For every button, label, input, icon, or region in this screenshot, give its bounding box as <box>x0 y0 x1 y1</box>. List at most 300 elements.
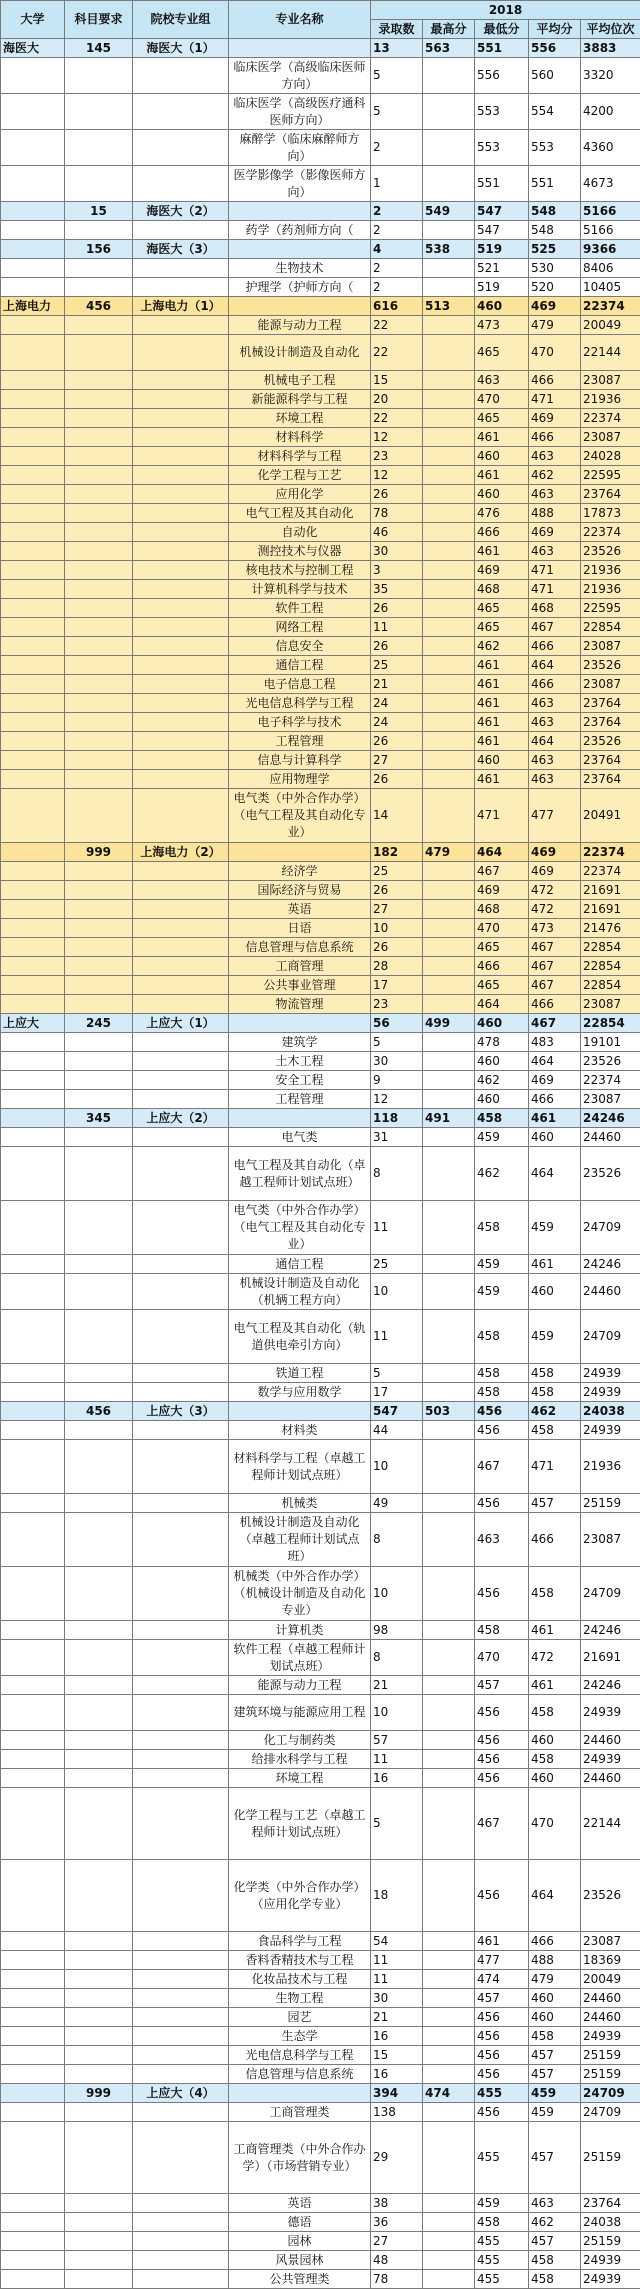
university-cell <box>1 843 65 862</box>
avg-rank-cell: 17873 <box>581 504 640 523</box>
major-group-cell: 上海电力（1） <box>133 297 229 316</box>
admitted-count-cell: 17 <box>371 1383 423 1402</box>
major-name-cell: 计算机科学与技术 <box>229 580 371 599</box>
major-name-cell: 材料科学 <box>229 428 371 447</box>
subject-requirement-cell <box>65 2103 133 2122</box>
admitted-count-cell: 46 <box>371 523 423 542</box>
admitted-count-cell: 48 <box>371 2251 423 2270</box>
major-name-cell: 材料类 <box>229 1421 371 1440</box>
min-score-cell: 477 <box>475 1951 529 1970</box>
university-cell <box>1 485 65 504</box>
major-name-cell <box>229 39 371 58</box>
min-score-cell: 458 <box>475 1383 529 1402</box>
subject-requirement-cell <box>65 1033 133 1052</box>
university-cell <box>1 1274 65 1310</box>
major-name-cell: 电子科学与技术 <box>229 713 371 732</box>
subject-requirement-cell <box>65 881 133 900</box>
admitted-count-cell: 4 <box>371 240 423 259</box>
min-score-cell: 464 <box>475 995 529 1014</box>
max-score-cell <box>423 694 475 713</box>
subject-requirement-cell <box>65 637 133 656</box>
subject-requirement-cell <box>65 466 133 485</box>
admitted-count-cell: 26 <box>371 881 423 900</box>
major-name-cell: 信息安全 <box>229 637 371 656</box>
table-row <box>1 1201 640 1255</box>
group-summary-row <box>1 297 640 316</box>
max-score-cell <box>423 428 475 447</box>
university-cell <box>1 2027 65 2046</box>
major-group-cell <box>133 2122 229 2194</box>
avg-score-cell: 548 <box>529 202 581 221</box>
subject-requirement-cell <box>65 2270 133 2289</box>
university-cell: 上应大 <box>1 1014 65 1033</box>
table-row <box>1 881 640 900</box>
major-name-cell: 能源与动力工程 <box>229 1676 371 1695</box>
max-score-cell <box>423 1494 475 1513</box>
max-score-cell: 479 <box>423 843 475 862</box>
major-group-cell <box>133 2065 229 2084</box>
admitted-count-cell: 12 <box>371 466 423 485</box>
subject-requirement-cell: 456 <box>65 297 133 316</box>
major-group-cell <box>133 1147 229 1201</box>
max-score-cell <box>423 599 475 618</box>
table-row <box>1 751 640 770</box>
avg-rank-cell: 5166 <box>581 202 640 221</box>
major-group-cell <box>133 1421 229 1440</box>
avg-rank-cell: 24709 <box>581 1201 640 1255</box>
min-score-cell: 456 <box>475 2008 529 2027</box>
table-row <box>1 656 640 675</box>
admitted-count-cell: 22 <box>371 316 423 335</box>
avg-rank-cell: 24939 <box>581 2027 640 2046</box>
admitted-count-cell: 10 <box>371 1274 423 1310</box>
avg-score-cell: 464 <box>529 1860 581 1932</box>
major-name-cell <box>229 1014 371 1033</box>
avg-rank-cell: 24709 <box>581 2084 640 2103</box>
col-header-min-score: 最低分 <box>475 20 529 39</box>
avg-score-cell: 457 <box>529 2046 581 2065</box>
avg-rank-cell: 23087 <box>581 995 640 1014</box>
admitted-count-cell: 23 <box>371 447 423 466</box>
min-score-cell: 461 <box>475 656 529 675</box>
avg-rank-cell: 23087 <box>581 1932 640 1951</box>
university-cell <box>1 618 65 637</box>
major-name-cell: 医学影像学（影像医师方向） <box>229 166 371 202</box>
min-score-cell: 456 <box>475 2046 529 2065</box>
avg-rank-cell: 24939 <box>581 1695 640 1731</box>
max-score-cell <box>423 1676 475 1695</box>
major-name-cell: 化学工程与工艺 <box>229 466 371 485</box>
major-name-cell <box>229 1402 371 1421</box>
avg-score-cell: 471 <box>529 390 581 409</box>
avg-score-cell: 469 <box>529 297 581 316</box>
avg-rank-cell: 22144 <box>581 1788 640 1860</box>
avg-rank-cell: 21936 <box>581 580 640 599</box>
max-score-cell <box>423 94 475 130</box>
subject-requirement-cell <box>65 957 133 976</box>
avg-rank-cell: 21691 <box>581 900 640 919</box>
table-row <box>1 1640 640 1676</box>
avg-rank-cell: 24028 <box>581 447 640 466</box>
major-group-cell <box>133 1621 229 1640</box>
major-name-cell <box>229 297 371 316</box>
university-cell <box>1 166 65 202</box>
university-cell <box>1 1364 65 1383</box>
subject-requirement-cell <box>65 1951 133 1970</box>
max-score-cell: 499 <box>423 1014 475 1033</box>
major-group-cell <box>133 656 229 675</box>
max-score-cell <box>423 504 475 523</box>
max-score-cell <box>423 2008 475 2027</box>
table-row <box>1 2232 640 2251</box>
avg-score-cell: 466 <box>529 675 581 694</box>
group-summary-row <box>1 202 640 221</box>
major-group-cell <box>133 316 229 335</box>
major-name-cell <box>229 2084 371 2103</box>
subject-requirement-cell: 456 <box>65 1402 133 1421</box>
avg-rank-cell: 21476 <box>581 919 640 938</box>
major-name-cell: 英语 <box>229 2194 371 2213</box>
avg-rank-cell: 24246 <box>581 1255 640 1274</box>
max-score-cell <box>423 675 475 694</box>
max-score-cell <box>423 1274 475 1310</box>
university-cell <box>1 202 65 221</box>
major-group-cell: 上海电力（2） <box>133 843 229 862</box>
min-score-cell: 456 <box>475 2027 529 2046</box>
avg-rank-cell: 23764 <box>581 713 640 732</box>
major-name-cell: 日语 <box>229 919 371 938</box>
avg-rank-cell: 21936 <box>581 390 640 409</box>
min-score-cell: 553 <box>475 94 529 130</box>
min-score-cell: 468 <box>475 580 529 599</box>
max-score-cell <box>423 1147 475 1201</box>
major-group-cell <box>133 1494 229 1513</box>
subject-requirement-cell <box>65 900 133 919</box>
major-group-cell: 海医大（3） <box>133 240 229 259</box>
subject-requirement-cell <box>65 2232 133 2251</box>
university-cell <box>1 2084 65 2103</box>
avg-rank-cell: 23087 <box>581 1513 640 1567</box>
university-cell <box>1 732 65 751</box>
subject-requirement-cell <box>65 976 133 995</box>
university-cell <box>1 1567 65 1621</box>
group-summary-row <box>1 2084 640 2103</box>
major-name-cell: 国际经济与贸易 <box>229 881 371 900</box>
university-cell <box>1 2122 65 2194</box>
admitted-count-cell: 5 <box>371 1788 423 1860</box>
group-summary-row <box>1 843 640 862</box>
admitted-count-cell: 27 <box>371 900 423 919</box>
admitted-count-cell: 78 <box>371 2270 423 2289</box>
min-score-cell: 460 <box>475 1014 529 1033</box>
subject-requirement-cell <box>65 166 133 202</box>
avg-score-cell: 472 <box>529 881 581 900</box>
admitted-count-cell: 20 <box>371 390 423 409</box>
table-row <box>1 371 640 390</box>
university-cell <box>1 371 65 390</box>
university-cell <box>1 542 65 561</box>
avg-score-cell: 468 <box>529 599 581 618</box>
major-group-cell <box>133 2232 229 2251</box>
avg-score-cell: 472 <box>529 900 581 919</box>
subject-requirement-cell <box>65 938 133 957</box>
major-group-cell <box>133 166 229 202</box>
max-score-cell <box>423 1201 475 1255</box>
admitted-count-cell: 5 <box>371 1033 423 1052</box>
min-score-cell: 456 <box>475 1750 529 1769</box>
major-name-cell: 工程管理 <box>229 1090 371 1109</box>
min-score-cell: 457 <box>475 1676 529 1695</box>
table-row <box>1 390 640 409</box>
major-name-cell: 计算机类 <box>229 1621 371 1640</box>
table-row <box>1 1970 640 1989</box>
major-group-cell: 上应大（1） <box>133 1014 229 1033</box>
university-cell <box>1 789 65 843</box>
table-row <box>1 523 640 542</box>
avg-rank-cell: 23087 <box>581 637 640 656</box>
major-name-cell: 公共管理类 <box>229 2270 371 2289</box>
subject-requirement-cell <box>65 2008 133 2027</box>
university-cell <box>1 599 65 618</box>
min-score-cell: 458 <box>475 1109 529 1128</box>
min-score-cell: 466 <box>475 523 529 542</box>
avg-score-cell: 463 <box>529 2194 581 2213</box>
major-name-cell: 能源与动力工程 <box>229 316 371 335</box>
max-score-cell <box>423 1033 475 1052</box>
avg-rank-cell: 22854 <box>581 618 640 637</box>
subject-requirement-cell: 999 <box>65 2084 133 2103</box>
table-row <box>1 580 640 599</box>
university-cell <box>1 713 65 732</box>
major-name-cell: 电气工程及其自动化（卓越工程师计划试点班） <box>229 1147 371 1201</box>
major-name-cell: 临床医学（高级临床医师方向） <box>229 58 371 94</box>
header-row-year <box>1 1 640 20</box>
university-cell <box>1 428 65 447</box>
subject-requirement-cell <box>65 542 133 561</box>
major-name-cell: 化学类（中外合作办学）（应用化学专业） <box>229 1860 371 1932</box>
max-score-cell <box>423 561 475 580</box>
min-score-cell: 458 <box>475 2213 529 2232</box>
avg-rank-cell: 22144 <box>581 335 640 371</box>
university-cell <box>1 938 65 957</box>
admitted-count-cell: 78 <box>371 504 423 523</box>
university-cell <box>1 221 65 240</box>
university-cell <box>1 881 65 900</box>
university-cell <box>1 1769 65 1788</box>
major-group-cell <box>133 1033 229 1052</box>
min-score-cell: 455 <box>475 2122 529 2194</box>
subject-requirement-cell <box>65 2122 133 2194</box>
avg-rank-cell: 23087 <box>581 675 640 694</box>
avg-score-cell: 464 <box>529 1052 581 1071</box>
major-group-cell <box>133 1440 229 1494</box>
max-score-cell <box>423 1621 475 1640</box>
min-score-cell: 551 <box>475 166 529 202</box>
avg-rank-cell: 24939 <box>581 1383 640 1402</box>
subject-requirement-cell: 345 <box>65 1109 133 1128</box>
avg-score-cell: 467 <box>529 976 581 995</box>
min-score-cell: 461 <box>475 694 529 713</box>
avg-rank-cell: 24939 <box>581 2251 640 2270</box>
avg-rank-cell: 22595 <box>581 599 640 618</box>
table-row <box>1 770 640 789</box>
avg-score-cell: 466 <box>529 428 581 447</box>
subject-requirement-cell: 245 <box>65 1014 133 1033</box>
university-cell <box>1 1640 65 1676</box>
max-score-cell <box>423 371 475 390</box>
admitted-count-cell: 616 <box>371 297 423 316</box>
table-row <box>1 599 640 618</box>
min-score-cell: 470 <box>475 390 529 409</box>
subject-requirement-cell <box>65 862 133 881</box>
admitted-count-cell: 25 <box>371 656 423 675</box>
max-score-cell: 491 <box>423 1109 475 1128</box>
max-score-cell: 563 <box>423 39 475 58</box>
major-name-cell: 临床医学（高级医疗通科医师方向） <box>229 94 371 130</box>
max-score-cell <box>423 637 475 656</box>
max-score-cell <box>423 1255 475 1274</box>
major-group-cell: 海医大（2） <box>133 202 229 221</box>
min-score-cell: 471 <box>475 789 529 843</box>
min-score-cell: 458 <box>475 1201 529 1255</box>
table-row <box>1 2122 640 2194</box>
university-cell <box>1 2065 65 2084</box>
min-score-cell: 461 <box>475 770 529 789</box>
major-name-cell <box>229 843 371 862</box>
table-row <box>1 1310 640 1364</box>
avg-score-cell: 457 <box>529 2122 581 2194</box>
major-group-cell <box>133 1255 229 1274</box>
table-row <box>1 2213 640 2232</box>
admitted-count-cell: 26 <box>371 938 423 957</box>
avg-score-cell: 463 <box>529 713 581 732</box>
major-group-cell <box>133 862 229 881</box>
admitted-count-cell: 10 <box>371 1567 423 1621</box>
min-score-cell: 521 <box>475 259 529 278</box>
admitted-count-cell: 21 <box>371 675 423 694</box>
major-name-cell: 化妆品技术与工程 <box>229 1970 371 1989</box>
avg-score-cell: 459 <box>529 2103 581 2122</box>
subject-requirement-cell <box>65 751 133 770</box>
col-header-university: 大学 <box>1 1 65 39</box>
max-score-cell <box>423 130 475 166</box>
min-score-cell: 464 <box>475 843 529 862</box>
major-group-cell <box>133 732 229 751</box>
admitted-count-cell: 17 <box>371 976 423 995</box>
avg-score-cell: 554 <box>529 94 581 130</box>
max-score-cell <box>423 938 475 957</box>
avg-score-cell: 467 <box>529 938 581 957</box>
min-score-cell: 460 <box>475 485 529 504</box>
subject-requirement-cell <box>65 1621 133 1640</box>
university-cell <box>1 656 65 675</box>
major-group-cell <box>133 1052 229 1071</box>
avg-rank-cell: 23764 <box>581 770 640 789</box>
major-group-cell <box>133 900 229 919</box>
major-name-cell: 化工与制药类 <box>229 1731 371 1750</box>
major-group-cell <box>133 1310 229 1364</box>
major-group-cell <box>133 2008 229 2027</box>
table-row <box>1 1860 640 1932</box>
max-score-cell <box>423 2103 475 2122</box>
table-row <box>1 1567 640 1621</box>
avg-score-cell: 553 <box>529 130 581 166</box>
max-score-cell <box>423 1989 475 2008</box>
min-score-cell: 456 <box>475 1731 529 1750</box>
subject-requirement-cell: 145 <box>65 39 133 58</box>
major-group-cell <box>133 1090 229 1109</box>
avg-rank-cell: 20049 <box>581 316 640 335</box>
major-group-cell <box>133 1860 229 1932</box>
major-group-cell <box>133 2046 229 2065</box>
avg-rank-cell: 3883 <box>581 39 640 58</box>
avg-rank-cell: 20491 <box>581 789 640 843</box>
table-row <box>1 713 640 732</box>
min-score-cell: 462 <box>475 637 529 656</box>
subject-requirement-cell <box>65 789 133 843</box>
university-cell <box>1 2008 65 2027</box>
university-cell <box>1 919 65 938</box>
min-score-cell: 455 <box>475 2270 529 2289</box>
admitted-count-cell: 30 <box>371 1052 423 1071</box>
major-name-cell: 生物工程 <box>229 1989 371 2008</box>
avg-score-cell: 560 <box>529 58 581 94</box>
min-score-cell: 460 <box>475 1052 529 1071</box>
table-row <box>1 995 640 1014</box>
subject-requirement-cell <box>65 504 133 523</box>
max-score-cell <box>423 2065 475 2084</box>
max-score-cell <box>423 2251 475 2270</box>
min-score-cell: 457 <box>475 1989 529 2008</box>
major-name-cell <box>229 240 371 259</box>
admitted-count-cell: 182 <box>371 843 423 862</box>
university-cell <box>1 2103 65 2122</box>
major-group-cell <box>133 2194 229 2213</box>
university-cell <box>1 504 65 523</box>
major-group-cell <box>133 1970 229 1989</box>
max-score-cell <box>423 1071 475 1090</box>
university-cell <box>1 862 65 881</box>
min-score-cell: 551 <box>475 39 529 58</box>
min-score-cell: 556 <box>475 58 529 94</box>
avg-score-cell: 520 <box>529 278 581 297</box>
admitted-count-cell: 11 <box>371 1750 423 1769</box>
subject-requirement-cell <box>65 656 133 675</box>
admitted-count-cell: 16 <box>371 2027 423 2046</box>
major-name-cell: 电气类（中外合作办学）（电气工程及其自动化专业） <box>229 789 371 843</box>
avg-rank-cell: 24038 <box>581 2213 640 2232</box>
major-group-cell: 上应大（2） <box>133 1109 229 1128</box>
avg-rank-cell: 25159 <box>581 2046 640 2065</box>
avg-score-cell: 479 <box>529 1970 581 1989</box>
admitted-count-cell: 25 <box>371 862 423 881</box>
min-score-cell: 461 <box>475 732 529 751</box>
table-row <box>1 428 640 447</box>
admitted-count-cell: 10 <box>371 1695 423 1731</box>
major-group-cell <box>133 1989 229 2008</box>
admitted-count-cell: 2 <box>371 259 423 278</box>
major-name-cell <box>229 202 371 221</box>
major-name-cell: 德语 <box>229 2213 371 2232</box>
subject-requirement-cell <box>65 221 133 240</box>
min-score-cell: 467 <box>475 1440 529 1494</box>
subject-requirement-cell: 156 <box>65 240 133 259</box>
subject-requirement-cell: 999 <box>65 843 133 862</box>
university-cell <box>1 1494 65 1513</box>
major-group-cell <box>133 1364 229 1383</box>
avg-score-cell: 461 <box>529 1676 581 1695</box>
table-row <box>1 2027 640 2046</box>
